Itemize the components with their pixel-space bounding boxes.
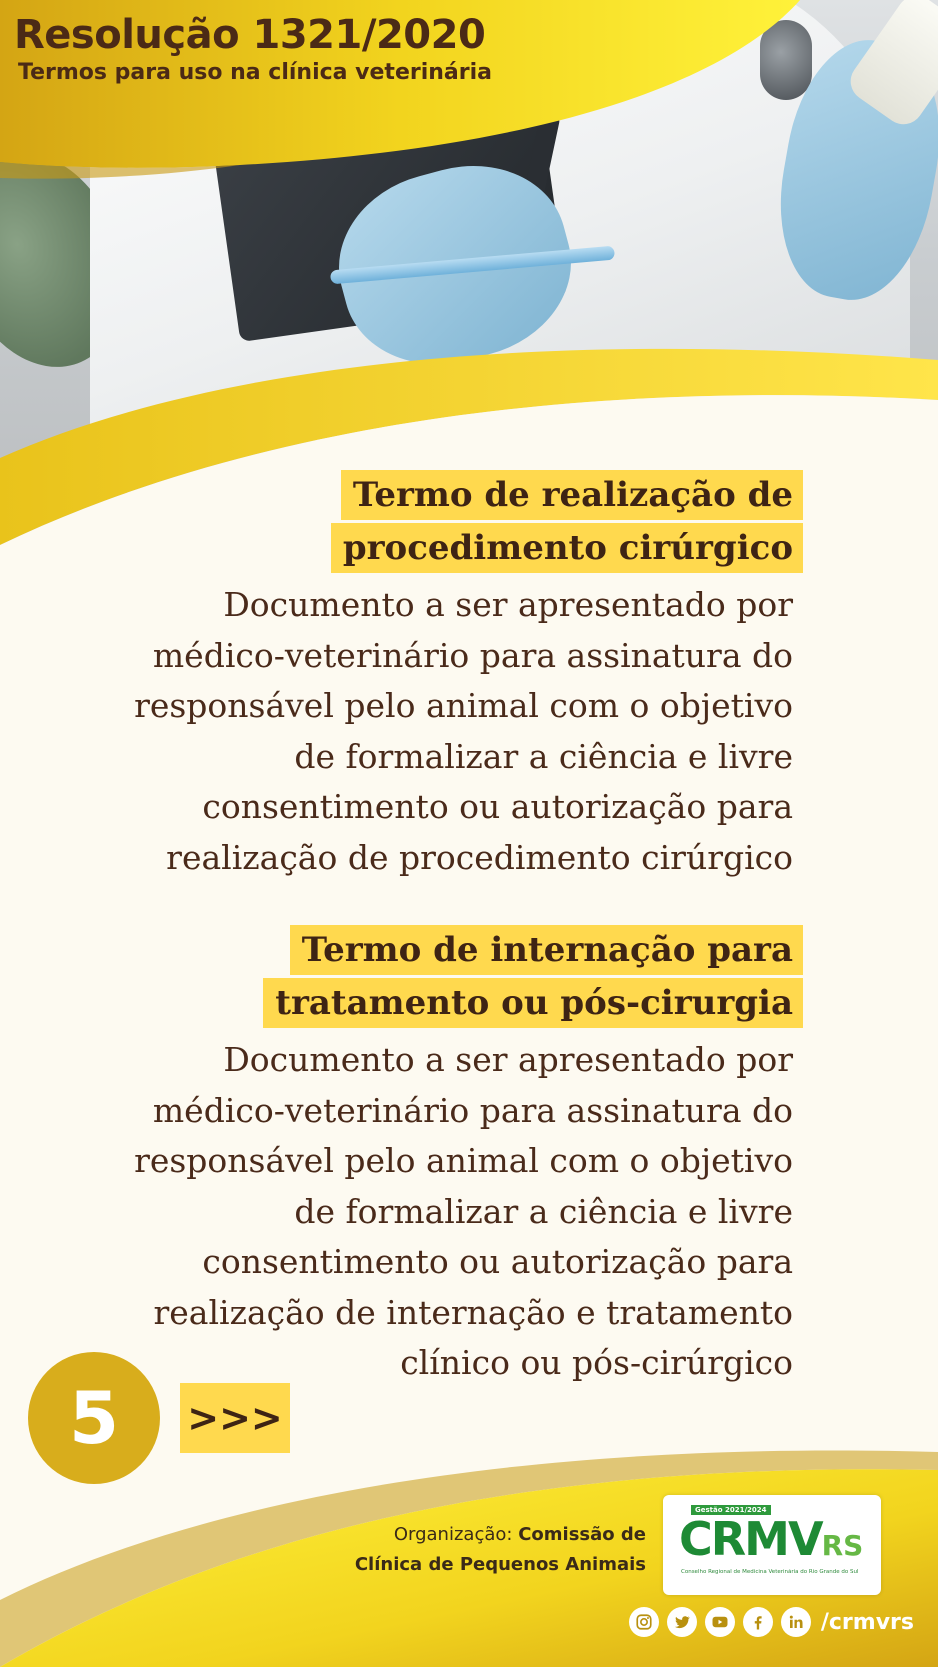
page-title: Resolução 1321/2020 xyxy=(14,12,486,58)
organization-credit xyxy=(355,1520,646,1580)
crmv-logo[interactable] xyxy=(663,1495,881,1595)
logo-wordmark xyxy=(679,1512,863,1566)
logo-main-text: CRMV xyxy=(679,1512,822,1566)
section-heading-line: procedimento cirúrgico xyxy=(331,523,803,573)
section-heading-line: Termo de realização de xyxy=(341,470,803,520)
body-line: clínico ou pós-cirúrgico xyxy=(400,1343,793,1382)
logo-gestao: Gestão 2021/2024 xyxy=(691,1505,771,1515)
body-line: responsável pelo animal com o objetivo xyxy=(134,686,793,725)
body-line: consentimento ou autorização para xyxy=(202,1242,793,1281)
page-subtitle: Termos para uso na clínica veterinária xyxy=(18,60,492,85)
logo-subtitle: Conselho Regional de Medicina Veterinária do Rio Grande do Sul xyxy=(681,1569,859,1575)
section-heading xyxy=(93,925,793,1031)
body-line: consentimento ou autorização para xyxy=(202,787,793,826)
body-line: responsável pelo animal com o objetivo xyxy=(134,1141,793,1180)
body-line: Documento a ser apresentado por xyxy=(223,1040,793,1079)
body-line: realização de internação e tratamento xyxy=(153,1292,793,1332)
section-heading-line: tratamento ou pós-cirurgia xyxy=(263,978,803,1028)
section-heading xyxy=(93,470,793,576)
linkedin-icon[interactable] xyxy=(781,1607,811,1637)
page-number-badge: 5 xyxy=(28,1352,160,1484)
facebook-icon[interactable] xyxy=(743,1607,773,1637)
social-links xyxy=(629,1607,914,1637)
org-label: Organização: xyxy=(393,1524,513,1545)
body-line: de formalizar a ciência e livre xyxy=(294,1191,793,1231)
twitter-icon[interactable] xyxy=(667,1607,697,1637)
org-name-line2: Clínica de Pequenos Animais xyxy=(354,1554,646,1575)
section-procedimento-cirurgico xyxy=(93,470,793,883)
logo-rs-text: RS xyxy=(821,1529,864,1562)
social-handle[interactable]: /crmvrs xyxy=(820,1609,914,1635)
youtube-icon[interactable] xyxy=(705,1607,735,1637)
section-body xyxy=(93,580,793,883)
body-line: médico-veterinário para assinatura do xyxy=(152,1090,793,1130)
body-line: Documento a ser apresentado por xyxy=(223,585,793,624)
body-line: médico-veterinário para assinatura do xyxy=(152,635,793,675)
body-line: de formalizar a ciência e livre xyxy=(294,736,793,776)
org-name-line1: Comissão de xyxy=(518,1524,646,1545)
next-page-button[interactable]: >>> xyxy=(180,1383,290,1453)
section-internacao xyxy=(93,925,793,1389)
section-body xyxy=(93,1035,793,1389)
instagram-icon[interactable] xyxy=(629,1607,659,1637)
body-line: realização de procedimento cirúrgico xyxy=(166,837,793,877)
section-heading-line: Termo de internação para xyxy=(290,925,803,975)
